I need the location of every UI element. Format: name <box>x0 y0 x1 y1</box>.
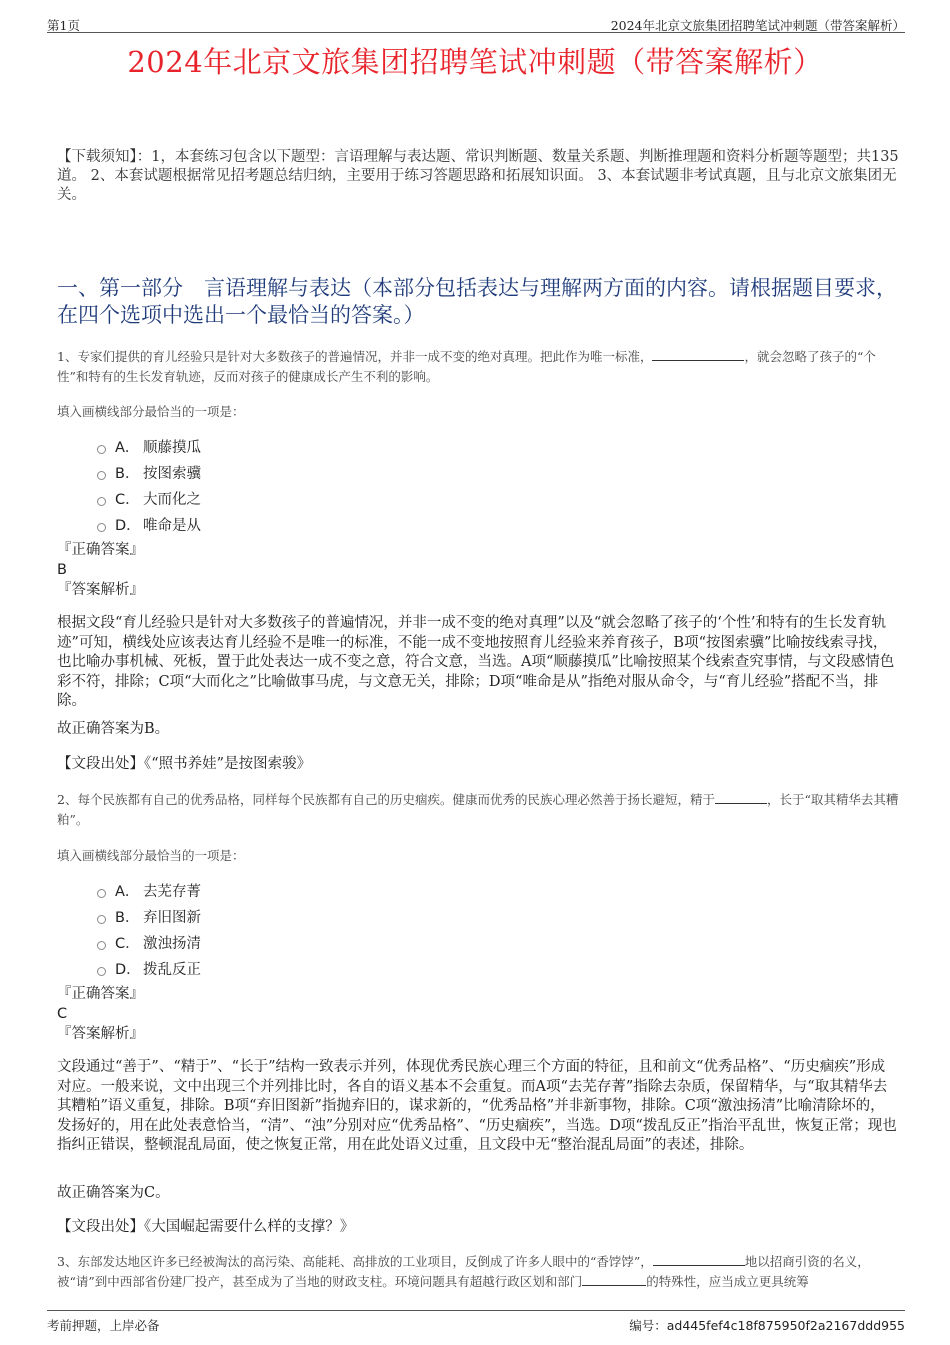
question-1-answer-block <box>57 540 144 600</box>
header-doc-title: 2024年北京文旅集团招聘笔试冲刺题（带答案解析） <box>610 18 905 33</box>
question-1-prompt: 填入画横线部分最恰当的一项是： <box>57 404 245 419</box>
answer-label: 『正确答案』 <box>57 542 144 558</box>
answer-blank <box>652 348 744 361</box>
radio-button[interactable] <box>97 941 106 950</box>
document-title: 2024年北京文旅集团招聘笔试冲刺题（带答案解析） <box>127 45 823 79</box>
question-2-conclusion: 故正确答案为C。 <box>57 1185 170 1201</box>
question-2-answer-block <box>57 984 144 1044</box>
question-2-source: 【文段出处】《大国崛起需要什么样的支撑？》 <box>57 1219 355 1235</box>
serial-code: ad445fef4c18f875950f2a2167ddd955 <box>666 1318 905 1333</box>
section-title: 一、第一部分 言语理解与表达（本部分包括表达与理解两方面的内容。请根据题目要求，在四个选项中选出一个最恰当的答案。） <box>57 276 897 327</box>
question-1-stem: 1、专家们提供的育儿经验只是针对大多数孩子的普遍情况，并非一成不变的绝对真理。把此作为唯一标准， ，就会忽略了孩子的“个性”和特有的生长发育轨迹，反而对孩子的健康成长产生不利的影响。 <box>57 349 876 384</box>
option-d[interactable]: D． 拨乱反正 <box>97 955 201 981</box>
option-a[interactable]: A． 去芜存菁 <box>97 877 201 903</box>
option-c[interactable]: C． 大而化之 <box>97 485 201 511</box>
correct-answer: B <box>57 562 67 578</box>
question-1-analysis: 根据文段“育儿经验只是针对大多数孩子的普遍情况，并非一成不变的绝对真理”以及“就会忽略了孩子的‘个性’和特有的生长发育轨迹”可知，横线处应该表达育儿经验不是唯一的标准，不能一成不变地按照育儿经验来养育孩子，B项“按图索骥”比喻按线索寻找，也比喻办事机械、死板，置于此处表达一成不变之意，符合文意，当选。A项“顺藤摸瓜”比喻按照某个线索查究事情，与文段感情色彩不符，排除；C项“大而化之”比喻做事马虎，与文意无关，排除；D项“唯命是从”指绝对服从命令，与“育儿经验”搭配不当，排除。 <box>57 615 895 709</box>
radio-button[interactable] <box>97 445 106 454</box>
option-b[interactable]: B． 弃旧图新 <box>97 903 201 929</box>
question-2-options <box>97 877 201 981</box>
serial-label: 编号： <box>629 1318 667 1333</box>
page-footer <box>47 1310 905 1333</box>
question-3-stem: 3、东部发达地区许多已经被淘汰的高污染、高能耗、高排放的工业项目，反倒成了许多人眼中的“香饽饽”， 地以招商引资的名义，被“请”到中西部省份建厂投产，甚至成为了当地的财政支柱。环境问题具有超越行政区划和部门 的特殊性，应当成立更具统筹 <box>57 1254 870 1289</box>
option-a[interactable]: A． 顺藤摸瓜 <box>97 433 201 459</box>
answer-blank <box>653 1253 745 1266</box>
correct-answer: C <box>57 1006 68 1022</box>
download-notice: 【下载须知】：1，本套练习包含以下题型：言语理解与表达题、常识判断题、数量关系题、判断推理题和资料分析题等题型；共135道。 2、本套试题根据常见招考题总结归纳，主要用于练习答题思路和拓展知识面。 3、本套试题非考试真题，且与北京文旅集团无关。 <box>57 149 899 203</box>
footer-slogan: 考前押题，上岸必备 <box>47 1318 160 1333</box>
radio-button[interactable] <box>97 967 106 976</box>
radio-button[interactable] <box>97 523 106 532</box>
question-1-source: 【文段出处】《“照书养娃”是按图索骏》 <box>57 756 312 772</box>
page-header <box>47 12 905 33</box>
answer-blank <box>715 791 767 804</box>
analysis-label: 『答案解析』 <box>57 1026 144 1042</box>
option-d[interactable]: D． 唯命是从 <box>97 511 201 537</box>
radio-button[interactable] <box>97 497 106 506</box>
answer-blank <box>582 1273 646 1286</box>
page-number: 第1页 <box>47 18 80 33</box>
option-c[interactable]: C． 激浊扬清 <box>97 929 201 955</box>
radio-button[interactable] <box>97 471 106 480</box>
question-1-options <box>97 433 201 537</box>
option-b[interactable]: B． 按图索骥 <box>97 459 201 485</box>
answer-label: 『正确答案』 <box>57 986 144 1002</box>
question-2-prompt: 填入画横线部分最恰当的一项是： <box>57 848 245 863</box>
question-1-conclusion: 故正确答案为B。 <box>57 721 170 737</box>
radio-button[interactable] <box>97 915 106 924</box>
question-2-stem: 2、每个民族都有自己的优秀品格，同样每个民族都有自己的历史痼疾。健康而优秀的民族心理必然善于扬长避短，精于 ，长于“取其精华去其糟粕”。 <box>57 792 899 827</box>
footer-serial <box>629 1316 905 1334</box>
analysis-label: 『答案解析』 <box>57 582 144 598</box>
question-2-analysis: 文段通过“善于”、“精于”、“长于”结构一致表示并列，体现优秀民族心理三个方面的特征，且和前文“优秀品格”、“历史痼疾”形成对应。一般来说，文中出现三个并列排比时，各自的语义基本不会重复。而A项“去芜存菁”指除去杂质，保留精华，与“取其精华去其糟粕”语义重复，排除。B项“弃旧图新”指抛弃旧的，谋求新的，“优秀品格”并非新事物，排除。C项“激浊扬清”比喻清除坏的，发扬好的，用在此处表意恰当，“清”、“浊”分别对应“优秀品格”、“历史痼疾”，当选。D项“拨乱反正”指治平乱世，恢复正常；现也指纠正错误，整顿混乱局面，使之恢复正常，用在此处语义过重，且文段中无“整治混乱局面”的表述，排除。 <box>57 1059 897 1153</box>
radio-button[interactable] <box>97 889 106 898</box>
